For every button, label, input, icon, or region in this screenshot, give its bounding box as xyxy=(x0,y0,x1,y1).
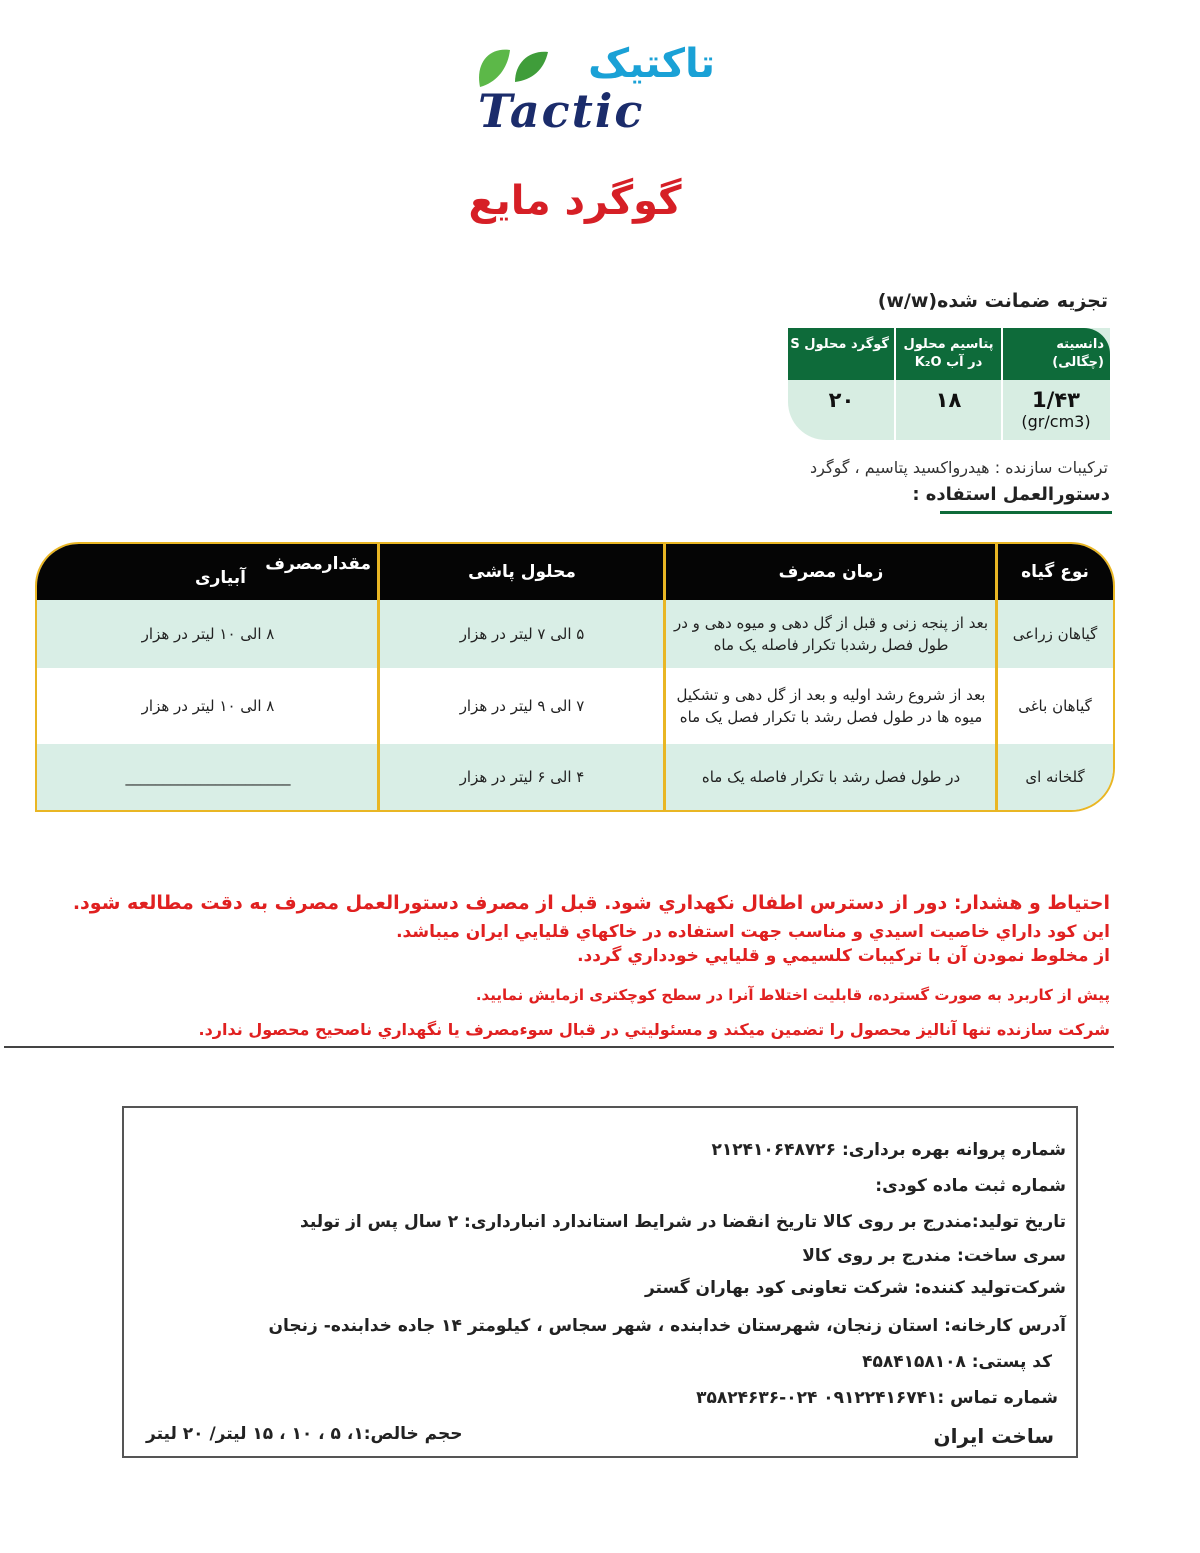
value-potassium: ۱۸ xyxy=(935,388,962,412)
column-divider xyxy=(995,544,998,810)
warning-line: احتیاط و هشدار: دور از دسترس اطفال نکهداري شود. قبل از مصرف دستورالعمل مصرف به دقت مطالعه شود. xyxy=(72,892,1110,914)
cell-time: در طول فصل رشد با تکرار فاصله یک ماه xyxy=(701,768,961,786)
header-usage-time: زمان مصرف xyxy=(778,562,884,582)
header-potassium-line1: پتاسیم محلول xyxy=(903,337,994,352)
product-title: گوگرد مایع xyxy=(468,178,682,224)
logo-persian-text: تاکتیک xyxy=(588,41,715,87)
cell-irrigation: ۸ الی ۱۰ لیتر در هزار xyxy=(141,625,275,643)
license-number: شماره پروانه بهره برداری: ۲۱۲۴۱۰۶۴۸۷۲۶ xyxy=(711,1140,1066,1160)
column-divider xyxy=(663,544,666,810)
cell-plant: گلخانه ای xyxy=(1025,768,1085,786)
density-unit: (gr/cm3) xyxy=(1021,412,1091,431)
brand-logo xyxy=(470,40,715,138)
phone-text: شماره تماس :۰۹۱۲۲۴۱۶۷۴۱ ۰۲۴-۳۵۸۲۴۶۳۶ xyxy=(696,1388,1058,1408)
cell-irrigation: ۸ الی ۱۰ لیتر در هزار xyxy=(141,697,275,715)
table-row xyxy=(37,744,1113,812)
dates-text: تاریخ تولید:مندرج بر روی کالا تاریخ انقضا در شرایط استاندارد انبارداری: ۲ سال پس از تولید xyxy=(300,1212,1066,1232)
cell-spray: ۴ الی ۶ لیتر در هزار xyxy=(459,768,585,786)
density-value: 1/۴۳ xyxy=(1032,388,1080,412)
cell-plant: گیاهان زراعی xyxy=(1012,625,1098,643)
net-volume-text: حجم خالص:۱، ۵ ، ۱۰ ، ۱۵ لیتر/ ۲۰ لیتر xyxy=(146,1424,463,1444)
warning-line: پیش از کاربرد به صورت گسترده، قابلیت اختلاط آنرا در سطح کوچکتری ازمایش نمایید. xyxy=(475,986,1110,1004)
table-row xyxy=(37,668,1113,744)
analysis-table xyxy=(788,328,1110,440)
header-dosage-label: مقدارمصرف xyxy=(265,554,371,574)
warning-line: این کود داراي خاصیت اسیدي و مناسب جهت استفاده در خاکهاي قلیایي ایران میباشد. xyxy=(396,922,1110,942)
header-foliar-spray: محلول پاشی xyxy=(468,562,576,582)
cell-spray: ۵ الی ۷ لیتر در هزار xyxy=(459,625,585,643)
title-underline xyxy=(940,511,1112,514)
postal-code: کد پستی: ۴۵۸۴۱۵۸۱۰۸ xyxy=(862,1352,1052,1372)
composition-text: ترکیبات سازنده : هیدرواکسید پتاسیم ، گوگرد xyxy=(810,458,1108,477)
value-sulfur: ۲۰ xyxy=(828,388,855,412)
header-potassium xyxy=(895,328,1002,380)
registration-number: شماره ثبت ماده کودی: xyxy=(875,1176,1066,1196)
table-row xyxy=(37,600,1113,668)
usage-title: دستورالعمل استفاده : xyxy=(912,484,1110,505)
made-in-text: ساخت ایران xyxy=(933,1424,1054,1448)
header-density: دانسیته (چگالی) xyxy=(1052,337,1104,370)
divider xyxy=(4,1046,1114,1048)
analysis-header-row xyxy=(788,328,1110,380)
cell-irrigation: ______________________ xyxy=(125,768,291,786)
product-info-box xyxy=(122,1106,1078,1458)
manufacturer-text: شرکت‌تولید کننده: شرکت تعاونی کود بهاران گستر xyxy=(644,1278,1066,1298)
header-irrigation-label: آبیاری xyxy=(195,568,246,588)
cell-spray: ۷ الی ۹ لیتر در هزار xyxy=(459,697,585,715)
analysis-title: تجزیه ضمانت شده(w/w) xyxy=(877,290,1108,312)
cell-time: بعد از پنجه زنی و قبل از گل دهی و میوه دهی و در طول فصل رشدبا تکرار فاصله یک ماه xyxy=(673,614,988,654)
header-dosage xyxy=(37,544,379,600)
address-text: آدرس کارخانه: استان زنجان، شهرستان خدابنده ، شهر سجاس ، کیلومتر ۱۴ جاده خدابنده- زنجان xyxy=(268,1316,1066,1336)
usage-table xyxy=(35,542,1115,812)
header-plant-type: نوع گیاه xyxy=(1021,562,1089,582)
batch-text: سری ساخت: مندرج بر روی کالا xyxy=(802,1246,1066,1266)
warning-line: از مخلوط نمودن آن با ترکیبات کلسیمي و قلیایي خودداري گردد. xyxy=(577,946,1110,966)
header-sulfur: گوگرد محلول S xyxy=(790,337,889,352)
cell-time: بعد از شروع رشد اولیه و بعد از گل دهی و تشکیل میوه ها در طول فصل رشد با تکرار فصل یک ماه xyxy=(676,686,986,726)
cell-plant: گیاهان باغی xyxy=(1018,697,1092,715)
column-divider xyxy=(377,544,380,810)
header-potassium-line2: در آب K₂O xyxy=(914,355,983,370)
value-density xyxy=(1002,388,1110,438)
warning-line: شرکت سازنده تنها آنالیز محصول را تضمین میکند و مسئولیتي در قبال سوءمصرف یا نگهداري ناصحیح محصول ندارد. xyxy=(198,1020,1110,1039)
logo-english-text: Tactic xyxy=(478,84,645,138)
usage-header-row xyxy=(37,544,1113,600)
